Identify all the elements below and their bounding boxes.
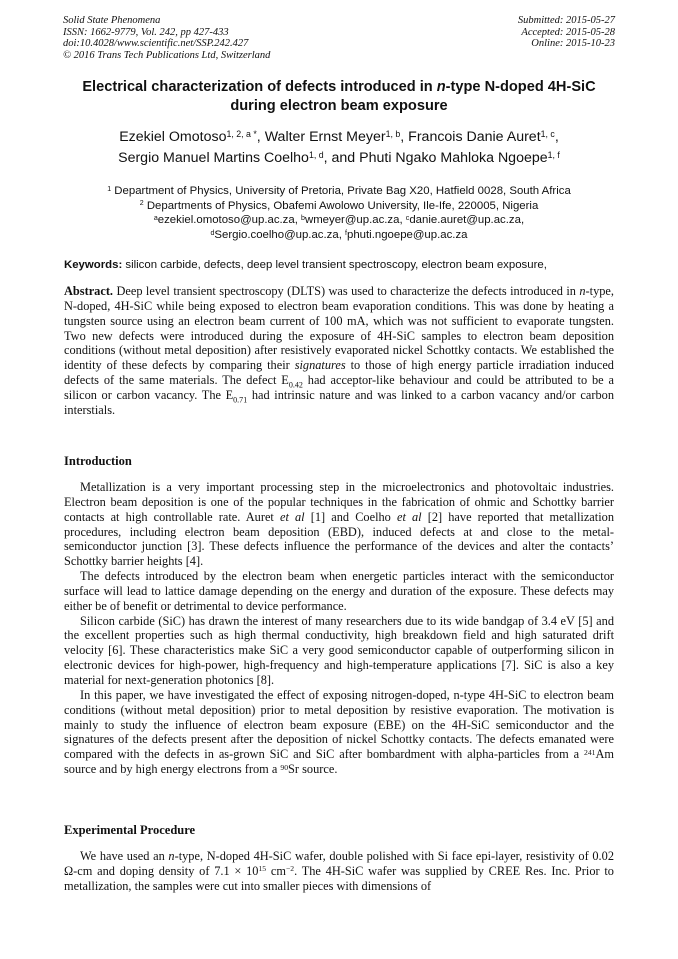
author-list: Ezekiel Omotoso$^{1, 2, a *}$, Walter Ernst Meyer$^{1, b}$, Francois Danie Auret$^{1, c}$, Sergio Manuel Martins Coelho$^{1, d}$, and Phuti Ngako Mahloka Ngoepe$^{1, f}$	[118, 129, 560, 166]
email-line-1: $^a$ezekiel.omotoso@up.ac.za, $^b$wmeyer@up.ac.za, $^c$danie.auret@up.ac.za,	[153, 214, 525, 227]
author-name: Walter Ernst Meyer	[264, 129, 386, 145]
introduction-heading: Introduction	[64, 454, 132, 468]
email-link[interactable]: phuti.ngoepe@up.ac.za	[347, 228, 468, 241]
journal-header	[63, 15, 270, 61]
experimental-body	[64, 849, 614, 894]
experimental-heading: Experimental Procedure	[64, 823, 196, 837]
journal-issn: ISSN: 1662-9779, Vol. 242, pp 427-433	[63, 26, 229, 38]
email-line-2: $^d$Sergio.coelho@up.ac.za, $^f$phuti.ngoepe@up.ac.za	[210, 228, 468, 241]
paragraph: Metallization is a very important processing step in the microelectronics and photovoltaic industries. Electron beam deposition is one of the popular techniques in the fabrication of ohmic and Schottky barrier contacts at high controllable rate. Auret et al [1] and Coelho et al [2] have reported that metallization procedures, including electron beam deposition (EBD), induced defects at and close to the metal-semiconductor junction [3]. These defects influence the performance of the devices and alter the contacts’ Schottky barrier heights [4].	[64, 480, 614, 569]
paper-title: Electrical characterization of defects introduced in n-type N-doped 4H-SiC during electron beam exposure	[82, 79, 596, 114]
author-name: Francois Danie Auret	[408, 129, 541, 145]
submitted-date: Submitted: 2015-05-27	[517, 15, 615, 26]
introduction-body	[64, 480, 614, 777]
affiliations	[60, 184, 618, 242]
journal-doi[interactable]: doi:10.4028/www.scientific.net/SSP.242.427	[63, 38, 249, 50]
dates-header	[518, 15, 615, 50]
author-name: Ezekiel Omotoso	[119, 129, 227, 145]
abstract-label: Abstract.	[64, 284, 114, 298]
email-link[interactable]: Sergio.coelho@up.ac.za,	[214, 228, 346, 241]
online-date: Online: 2015-10-23	[531, 38, 615, 50]
abstract: Abstract. Deep level transient spectroscopy (DLTS) was used to characterize the defects introduced in n-type, N-doped, 4H-SiC while being exposed to electron beam evaporation conditions. This was done by heating a tungsten source using an electron beam current of 100 mA, which was not sufficient to evaporate tungsten. Two new defects were introduced during the exposure of 4H-SiC samples to electron beam deposition conditions (without metal deposition) after resistively evaporated nickel Schottky contacts. We established the identity of these defects by comparing their signatures to those of high energy particle irradiation induced defects of the same materials. The defect $E_{0.42}$ had acceptor-like behaviour and could be attributed to be a silicon or carbon vacancy. The $E_{0.71}$ had intrinsic nature and was linked to a carbon vacancy and/or carbon interstials.	[64, 284, 615, 417]
email-link[interactable]: ezekiel.omotoso@up.ac.za,	[157, 214, 302, 227]
keywords	[64, 258, 624, 272]
journal-name: Solid State Phenomena	[63, 15, 161, 26]
keywords-text: silicon carbide, defects, deep level transient spectroscopy, electron beam exposure,	[122, 259, 547, 271]
affiliation-2: $^2$ Departments of Physics, Obafemi Awolowo University, Ile-Ife, 220005, Nigeria	[139, 199, 539, 212]
paragraph: We have used an n-type, N-doped 4H-SiC wafer, double polished with Si face epi-layer, resistivity of 0.02 Ω-cm and doping density of $7.1 \times 10^{15}$ $cm^{-2}$. The 4H-SiC wafer was supplied by CREE Res. Inc. Prior to metallization, the samples were cut into smaller pieces with dimensions of	[64, 849, 614, 893]
author-name: Sergio Manuel Martins Coelho	[118, 150, 309, 166]
paragraph: Silicon carbide (SiC) has drawn the interest of many researchers due to its wide bandgap of 3.4 eV [5] and the excellent properties such as high thermal conductivity, high breakdown field and high saturated drift velocity [6]. These characteristics make SiC a very good semiconductor capable of outperforming silicon in electronic devices for high-power, high-frequency and high-temperature applications [7]. SiC is also a key material for next-generation photonics [8].	[64, 613, 614, 687]
keywords-label: Keywords:	[64, 259, 123, 271]
paragraph: In this paper, we have investigated the effect of exposing nitrogen-doped, n-type 4H-SiC to electron beam conditions (without metal deposition) prior to metal deposition by resistive evaporation. The motivation is mainly to study the influence of electron beam exposure (EBE) on the 4H-SiC semiconductor and the signatures of the defects present after the deposition of nickel Schottky contacts. The defects emanated were compared with the defects in as-grown SiC and SiC after bombardment with alpha-particles from a $^{241}$Am source and by high energy electrons from a $^{90}$Sr source.	[64, 687, 614, 777]
journal-copyright: © 2016 Trans Tech Publications Ltd, Switzerland	[63, 49, 271, 61]
paragraph: The defects introduced by the electron beam when energetic particles interact with the semiconductor surface will lead to lattice damage depending on the energy and duration of the exposure. These defects may either be of benefit or detrimental to device performance.	[64, 569, 614, 613]
affiliation-1: $^1$ Department of Physics, University of Pretoria, Private Bag X20, Hatfield 0028, South Africa	[107, 185, 571, 197]
email-link[interactable]: wmeyer@up.ac.za,	[304, 214, 406, 227]
accepted-date: Accepted: 2015-05-28	[521, 26, 615, 38]
email-link[interactable]: danie.auret@up.ac.za,	[409, 214, 525, 227]
author-name: Phuti Ngako Mahloka Ngoepe	[359, 150, 548, 166]
